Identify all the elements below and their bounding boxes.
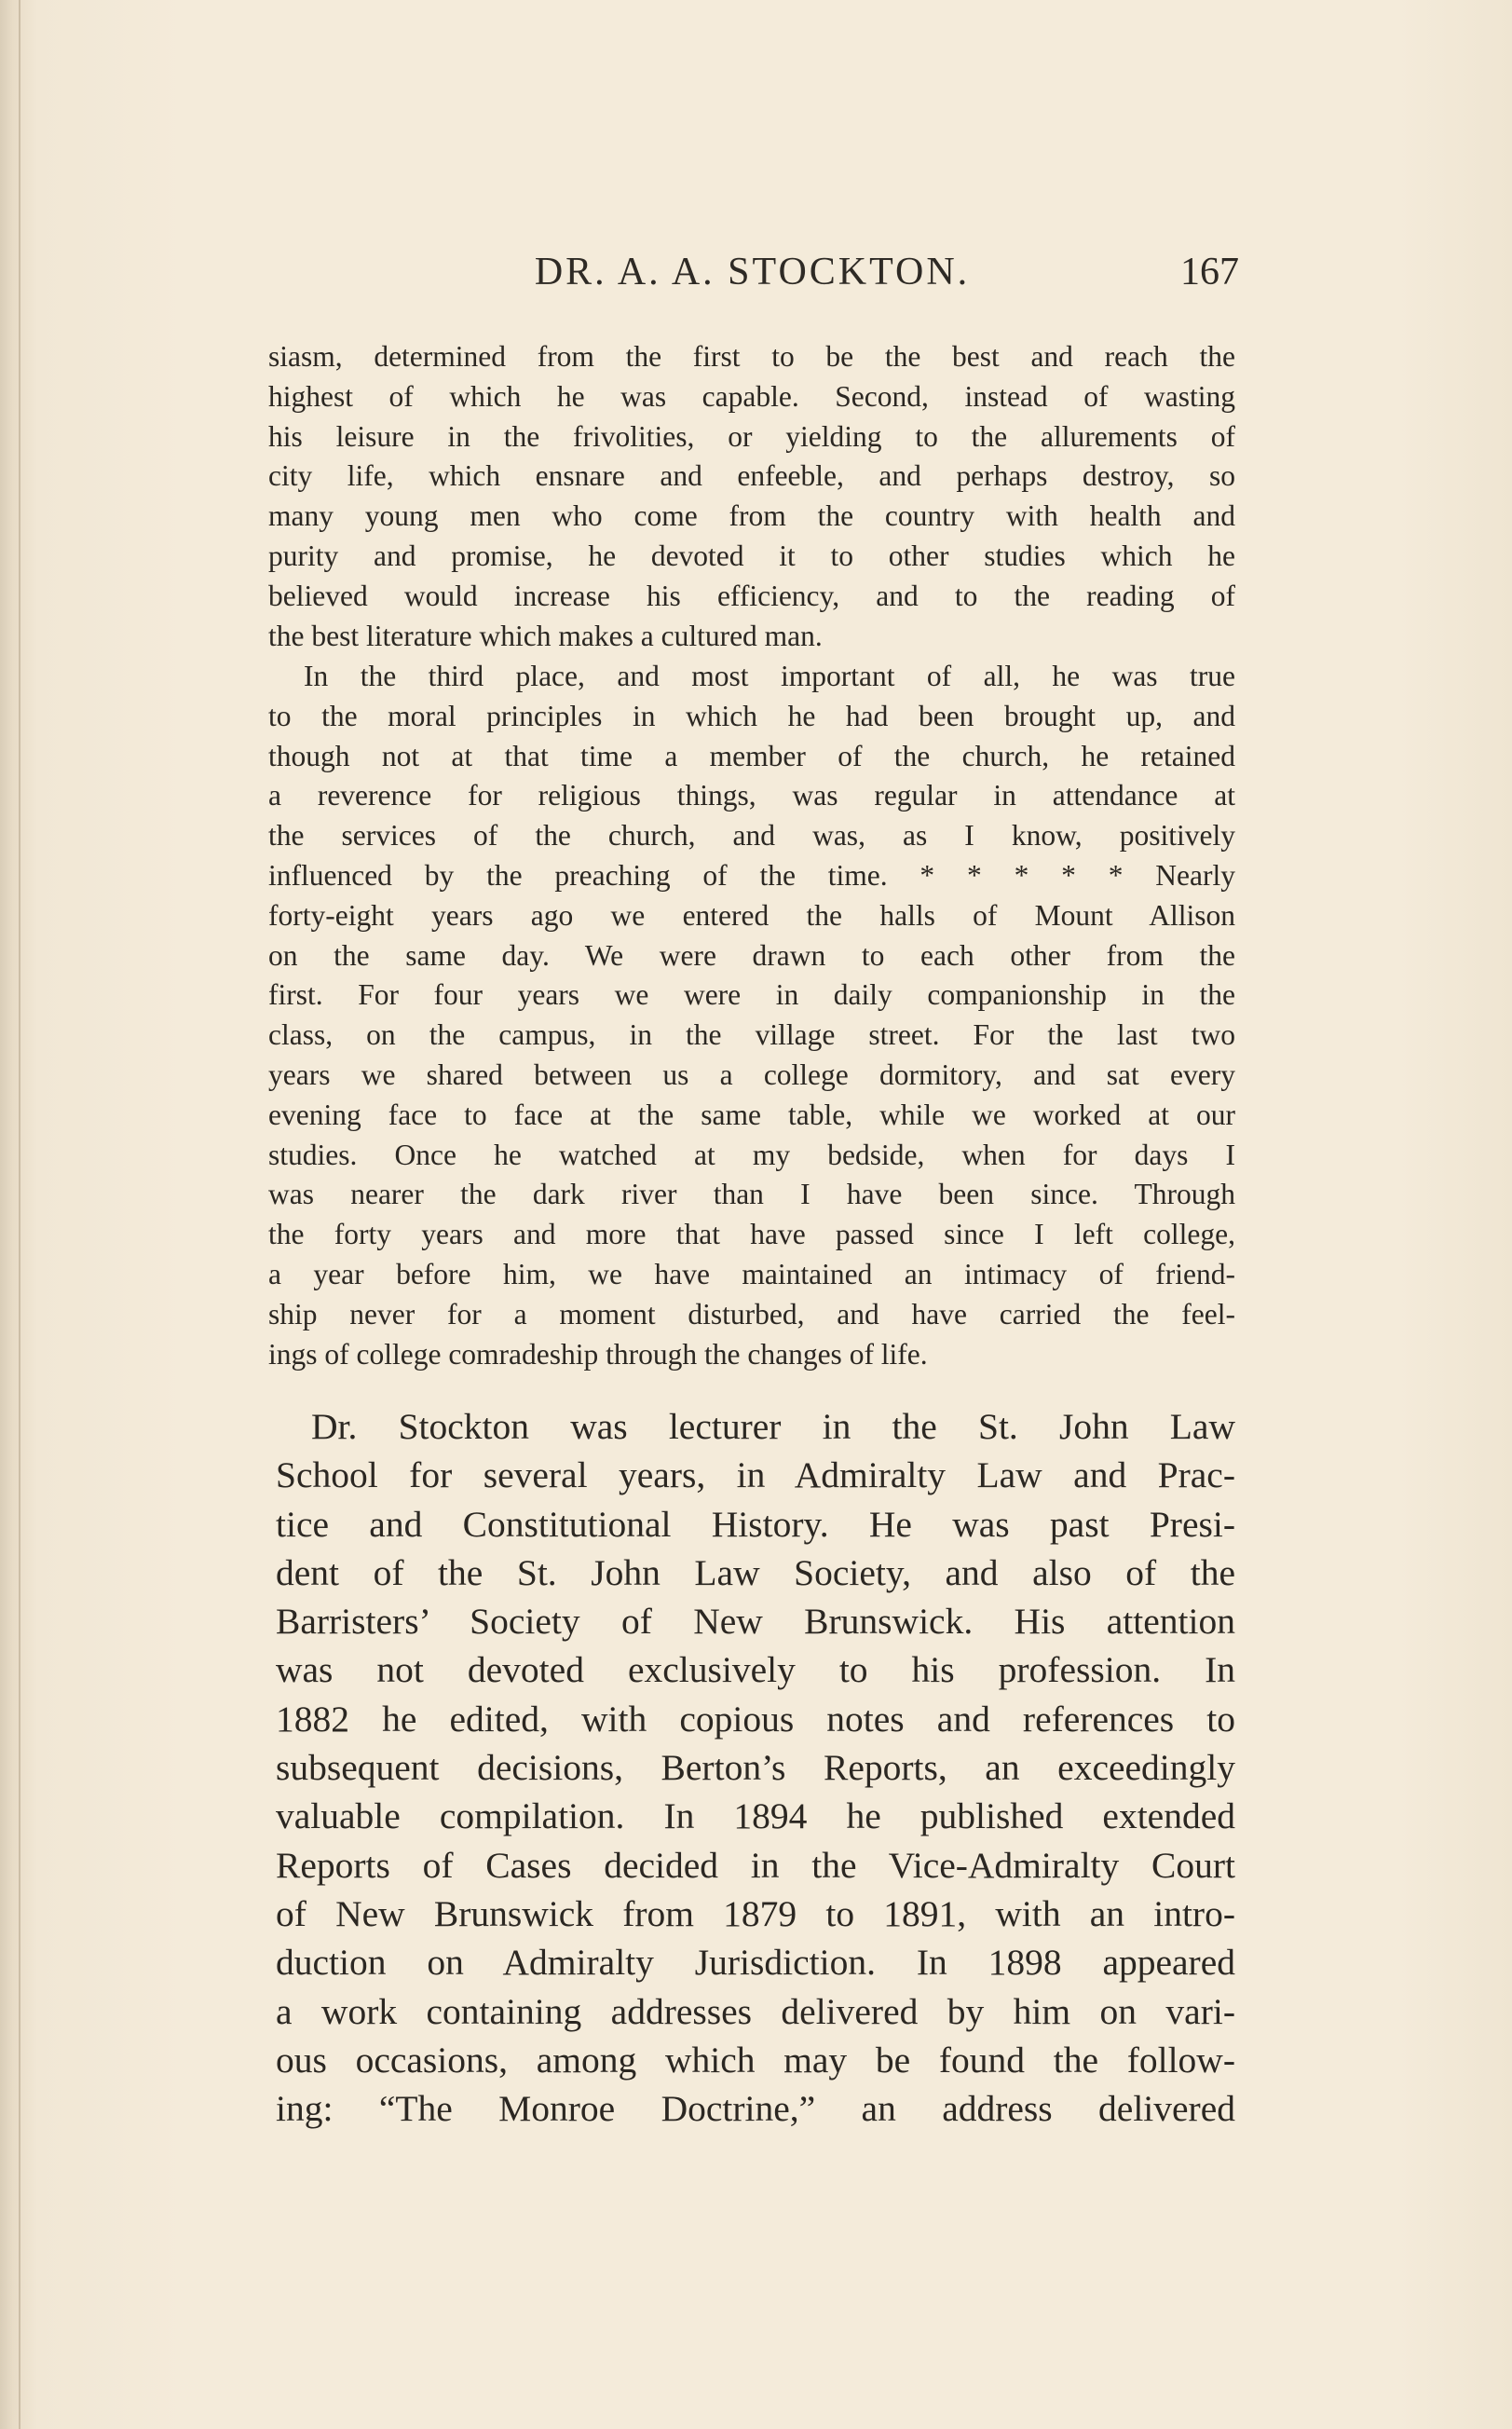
text-line: city life, which ensnare and enfeeble, and perhaps destroy, so: [268, 459, 1235, 493]
text-line: though not at that time a member of the church, he retained: [268, 739, 1235, 772]
text-line: ous occasions, among which may be found the follow-: [276, 2039, 1235, 2081]
text-line: School for several years, in Admiralty Law and Prac-: [276, 1454, 1235, 1496]
text-line: dent of the St. John Law Society, and also of the: [276, 1551, 1235, 1593]
text-line: ings of college comradeship through the changes of life.: [268, 1337, 928, 1371]
text-line: class, on the campus, in the village street. For the last two: [268, 1018, 1235, 1052]
text-line: influenced by the preaching of the time. * * * * * Nearly: [268, 858, 1235, 892]
text-line: years we shared between us a college dormitory, and sat every: [268, 1058, 1235, 1091]
text-line: In the third place, and most important of all, he was true: [304, 660, 1235, 692]
text-line: the best literature which makes a cultured man.: [268, 619, 823, 652]
text-line: to the moral principles in which he had been brought up, and: [268, 699, 1235, 732]
text-line: on the same day. We were drawn to each other from the: [268, 938, 1235, 972]
text-line: forty-eight years ago we entered the halls of Mount Allison: [268, 898, 1235, 932]
text-line: the forty years and more that have passed since I left college,: [268, 1218, 1235, 1251]
page-number: 167: [1180, 251, 1239, 293]
text-line: Reports of Cases decided in the Vice-Admiralty Court: [276, 1844, 1235, 1886]
text-line: his leisure in the frivolities, or yielding to the allurements of: [268, 419, 1235, 453]
text-line: subsequent decisions, Berton’s Reports, an exceedingly: [276, 1747, 1235, 1789]
text-line: of New Brunswick from 1879 to 1891, with an intro-: [276, 1892, 1235, 1934]
paragraph-quoted-continuation: [268, 337, 1235, 656]
running-title: DR. A. A. STOCKTON.: [534, 251, 971, 293]
running-head: [266, 244, 1239, 300]
text-line: a year before him, we have maintained an intimacy of friend-: [268, 1257, 1235, 1290]
text-line: valuable compilation. In 1894 he published extended: [276, 1795, 1235, 1837]
paragraph-main-text: [276, 1402, 1235, 2133]
text-line: was not devoted exclusively to his profession. In: [276, 1649, 1235, 1691]
text-line: Dr. Stockton was lecturer in the St. John Law: [311, 1406, 1235, 1447]
text-line: duction on Admiralty Jurisdiction. In 1898 appeared: [276, 1942, 1235, 1984]
text-line: believed would increase his efficiency, and to the reading of: [268, 579, 1235, 612]
text-line: highest of which he was capable. Second, instead of wasting: [268, 379, 1235, 413]
text-line: a work containing addresses delivered by him on vari-: [276, 1990, 1235, 2032]
text-line: was nearer the dark river than I have been since. Through: [268, 1178, 1235, 1211]
text-line: studies. Once he watched at my bedside, when for days I: [268, 1138, 1235, 1171]
paragraph-quoted-recollection: [268, 657, 1235, 1374]
text-line: ing: “The Monroe Doctrine,” an address delivered: [276, 2088, 1235, 2130]
text-line: a reverence for religious things, was regular in attendance at: [268, 779, 1235, 812]
page-gutter-edge: [19, 0, 20, 2429]
text-line: evening face to face at the same table, while we worked at our: [268, 1098, 1235, 1131]
text-line: first. For four years we were in daily companionship in the: [268, 978, 1235, 1012]
text-line: siasm, determined from the first to be the best and reach the: [268, 340, 1235, 373]
text-line: many young men who come from the country with health and: [268, 499, 1235, 533]
text-line: Barristers’ Society of New Brunswick. His attention: [276, 1601, 1235, 1643]
text-line: 1882 he edited, with copious notes and references to: [276, 1698, 1235, 1740]
text-line: purity and promise, he devoted it to other studies which he: [268, 539, 1235, 572]
text-line: the services of the church, and was, as I know, positively: [268, 819, 1235, 853]
text-line: ship never for a moment disturbed, and have carried the feel-: [268, 1297, 1235, 1330]
text-line: tice and Constitutional History. He was past Presi-: [276, 1503, 1235, 1545]
